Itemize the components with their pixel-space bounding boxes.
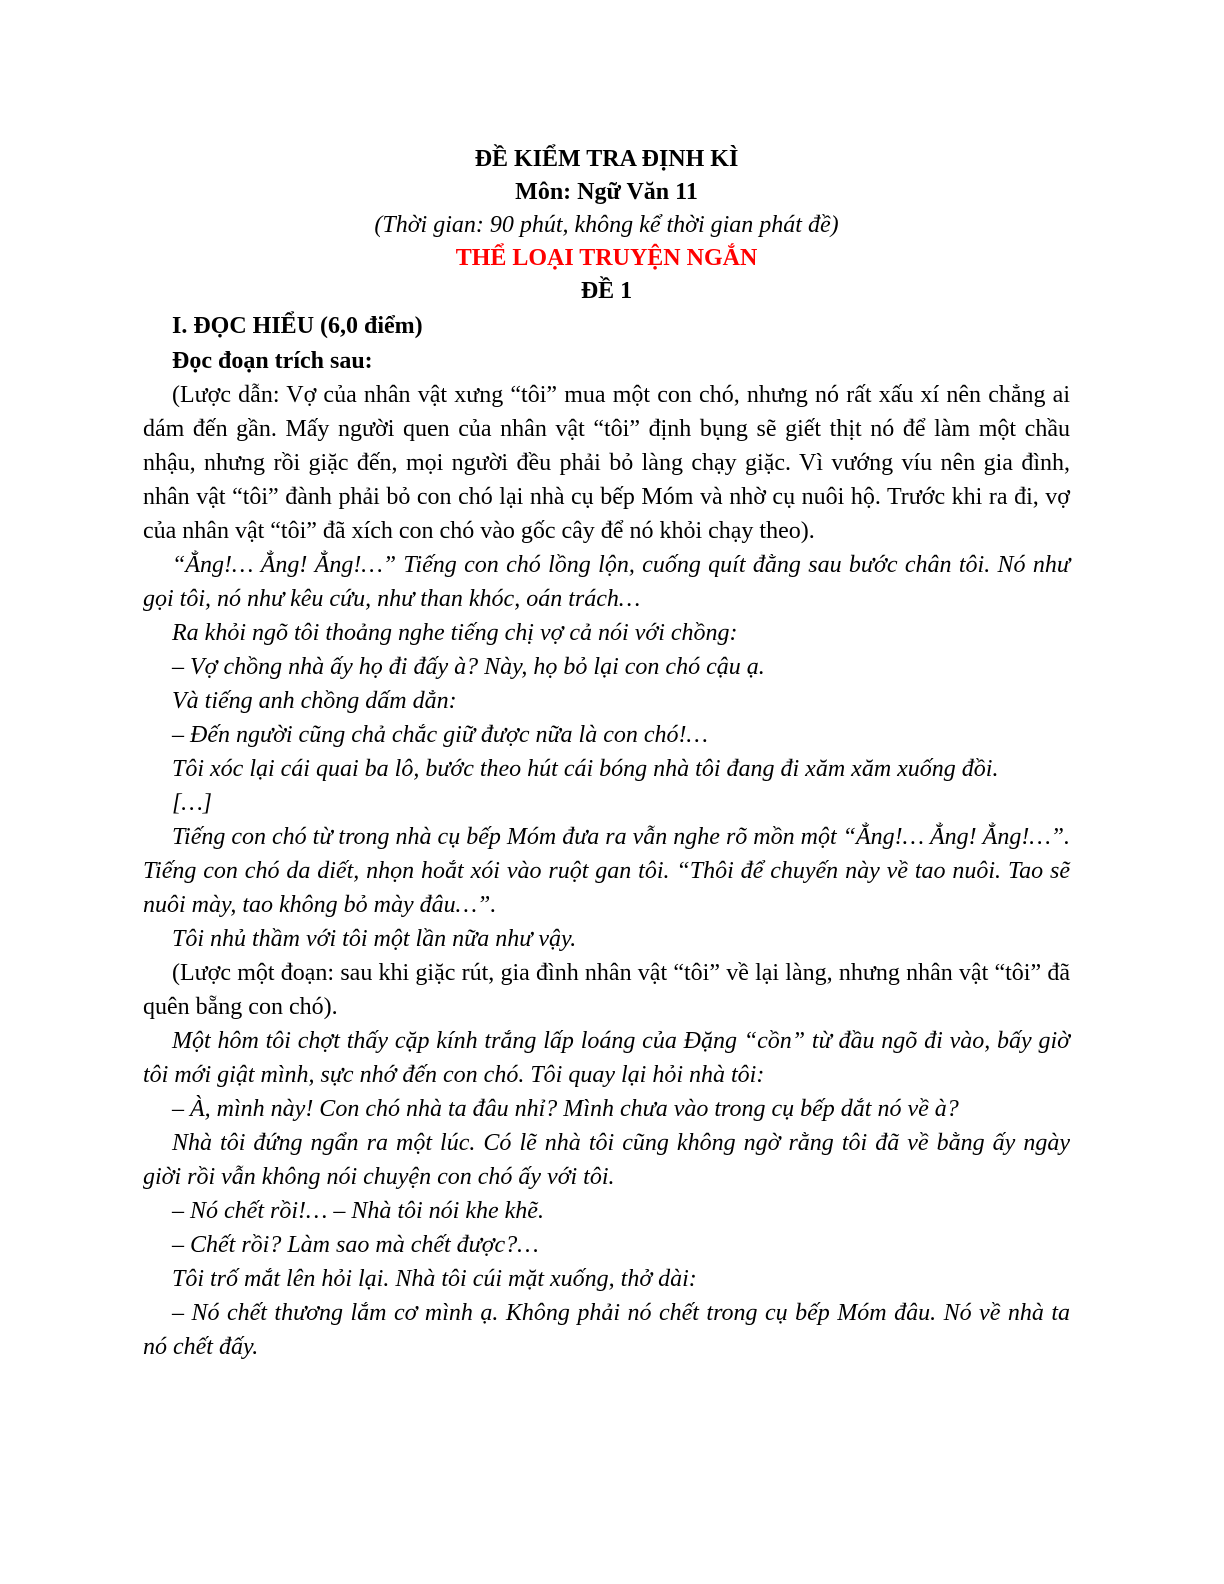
passage-paragraph: Một hôm tôi chợt thấy cặp kính trắng lấp loáng của Đặng “cồn” từ đầu ngõ đi vào, bấy giờ tôi mới giật mình, sực nhớ đến con chó. Tôi quay lại hỏi nhà tôi: — [143, 1028, 1070, 1088]
passage-paragraph: – Nó chết rồi!… – Nhà tôi nói khe khẽ. — [172, 1198, 544, 1224]
genre-title: THỂ LOẠI TRUYỆN NGẮN — [455, 245, 758, 271]
passage-paragraph: […] — [172, 790, 213, 816]
passage-paragraph: Nhà tôi đứng ngẩn ra một lúc. Có lẽ nhà tôi cũng không ngờ rằng tôi đã về bằng ấy ngày giời rồi vẫn không nói chuyện con chó ấy với tôi. — [143, 1130, 1070, 1190]
passage-paragraph: “Ẳng!… Ẳng! Ẳng!…” Tiếng con chó lồng lộn, cuống quít đằng sau bước chân tôi. Nó như gọi tôi, nó như kêu cứu, như than khóc, oán trách… — [143, 552, 1070, 612]
exam-header — [143, 143, 1070, 308]
passage-paragraph: Tôi trố mắt lên hỏi lại. Nhà tôi cúi mặt xuống, thở dài: — [172, 1266, 697, 1292]
passage-paragraph: – Đến người cũng chả chắc giữ được nữa là con chó!… — [172, 722, 708, 748]
time-note: (Thời gian: 90 phút, không kể thời gian phát đề) — [374, 212, 839, 238]
section-heading: I. ĐỌC HIỂU (6,0 điểm) — [172, 313, 423, 339]
passage-paragraph: (Lược một đoạn: sau khi giặc rút, gia đình nhân vật “tôi” về lại làng, nhưng nhân vật “tôi” đã quên bẵng con chó). — [143, 960, 1070, 1020]
passage-paragraph: Tôi xóc lại cái quai ba lô, bước theo hút cái bóng nhà tôi đang đi xăm xăm xuống đồi. — [172, 756, 999, 782]
passage-paragraph: – Chết rồi? Làm sao mà chết được?… — [172, 1232, 539, 1258]
document-page — [143, 143, 1070, 1364]
passage-paragraph: – À, mình này! Con chó nhà ta đâu nhỉ? Mình chưa vào trong cụ bếp dắt nó về à? — [172, 1096, 959, 1122]
passage-paragraph: – Nó chết thương lắm cơ mình ạ. Không phải nó chết trong cụ bếp Móm đâu. Nó về nhà ta nó chết đấy. — [143, 1300, 1070, 1360]
passage-paragraph: Ra khỏi ngõ tôi thoảng nghe tiếng chị vợ cả nói với chồng: — [172, 620, 738, 646]
exam-number: ĐỀ 1 — [580, 278, 633, 304]
passage-paragraph: – Vợ chồng nhà ấy họ đi đấy à? Này, họ bỏ lại con chó cậu ạ. — [172, 654, 765, 680]
reading-instruction: Đọc đoạn trích sau: — [172, 348, 373, 374]
passage-paragraph: (Lược dẫn: Vợ của nhân vật xưng “tôi” mua một con chó, nhưng nó rất xấu xí nên chẳng ai dám đến gần. Mấy người quen của nhân vật “tôi” định bụng sẽ giết thịt nó để làm một chầu nhậu, nhưng rồi giặc đến, mọi người đều phải bỏ làng chạy giặc. Vì vướng víu nên gia đình, nhân vật “tôi” đành phải bỏ con chó lại nhà cụ bếp Móm và nhờ cụ nuôi hộ. Trước khi ra đi, vợ của nhân vật “tôi” đã xích con chó vào gốc cây để nó khỏi chạy theo). — [143, 382, 1070, 544]
exam-title: ĐỀ KIỂM TRA ĐỊNH KÌ — [474, 146, 739, 172]
subject-line: Môn: Ngữ Văn 11 — [515, 179, 698, 205]
passage-paragraph: Và tiếng anh chồng dấm dẳn: — [172, 688, 457, 714]
passage-paragraph: Tôi nhủ thầm với tôi một lần nữa như vậy. — [172, 926, 577, 952]
passage-paragraph: Tiếng con chó từ trong nhà cụ bếp Móm đưa ra vẫn nghe rõ mồn một “Ẳng!… Ẳng! Ẳng!…”. Tiếng con chó da diết, nhọn hoắt xói vào ruột gan tôi. “Thôi để chuyến này về tao nuôi. Tao sẽ nuôi mày, tao không bỏ mày đâu…”. — [143, 824, 1070, 918]
